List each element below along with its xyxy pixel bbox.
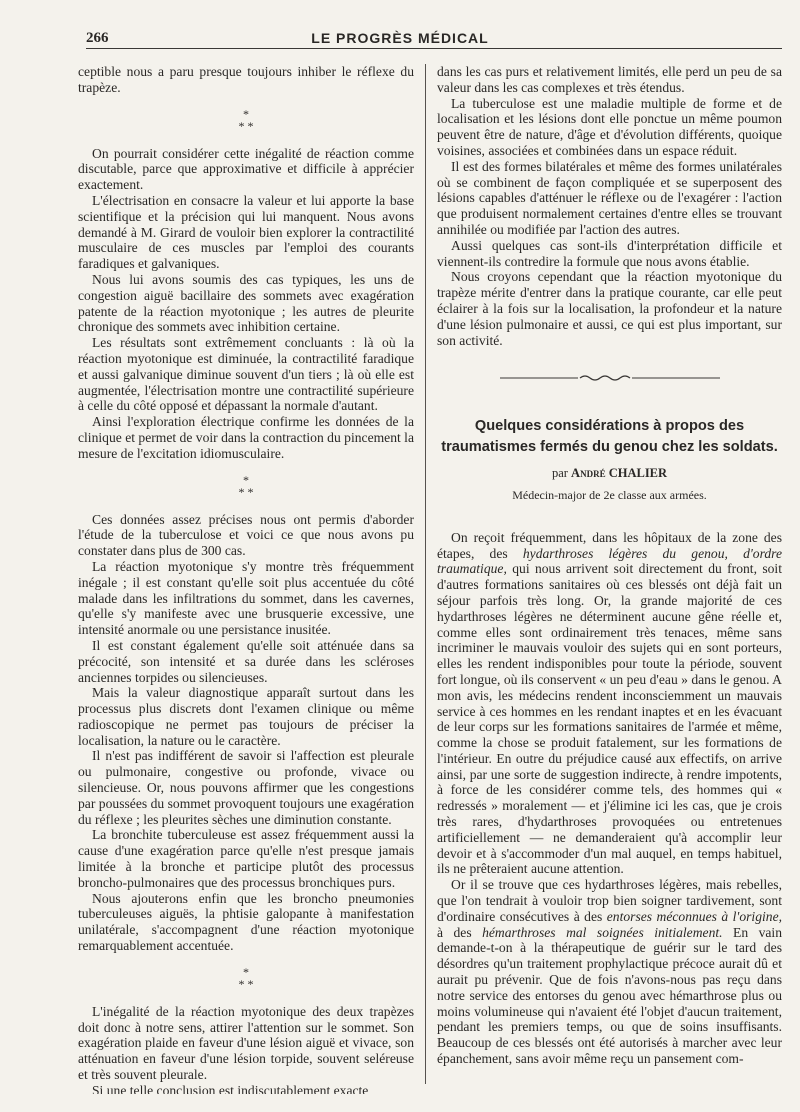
section-ornament <box>437 370 782 386</box>
italic-phrase: hydarthroses légères du genou, d'ordre traumatique, <box>437 545 782 577</box>
article-title: Quelques considérations à propos des traumatismes fermés du genou chez les soldats. <box>441 418 778 456</box>
author-name: André CHALIER <box>571 466 668 481</box>
paragraph: Mais la valeur diagnostique apparaît surtout dans les processus plus discrets dont l'examen clinique ou même radioscopique ne permet pas toujours de préciser la localisation, la nature ou le caractère. <box>78 685 414 748</box>
paragraph: Or il se trouve que ces hydarthroses légères, mais rebelles, que l'on tendrait à vouloir trop bien soigner tardivement, sont d'ordinaire consécutives à des entorses méconnues à l'origine, à des hémarthroses mal soignées initialement. En vain demande-t-on à la thérapeutique de guérir sur le tard des désordres qu'un traitement prophylactique précoce aurait dû et aurait pu prévenir. Que de fois n'avons-nous pas reçu dans notre service des entorses du genou avec hémarthrose plus ou moins volumineuse qui n'avaient été l'objet d'aucun traitement, pendant les premiers temps, ou que de soins insuffisants. Beaucoup de ces blessés ont été autorisés à marcher avec leur épanchement, sans avoir même reçu un pansement com- <box>437 877 782 1067</box>
header-rule <box>86 48 782 49</box>
byline <box>437 466 782 482</box>
paragraph: La réaction myotonique s'y montre très fréquemment inégale ; il est constant qu'elle soit plus accentuée du côté malade dans les infiltrations du sommet, dans les cavernes, qu'elle s'y manifeste avec une brusquerie excessive, une intensité anormale ou une persistance inusitée. <box>78 558 414 638</box>
right-column <box>437 64 782 1094</box>
byline-prefix: par <box>551 466 568 481</box>
paragraph: Ainsi l'exploration électrique confirme les données de la clinique et permet de voir dans la contraction du pincement la mesure de l'excitation idiomusculaire. <box>78 414 414 461</box>
paragraph: L'électrisation en consacre la valeur et lui apporte la base scientifique et la précision qui lui manquent. Nous avons demandé à M. Girard de vouloir bien explorer la contractilité musculaire de ces muscles par l'emploi des courants faradiques et galvaniques. <box>78 192 414 272</box>
paragraph: Il n'est pas indifférent de savoir si l'affection est pleurale ou pulmonaire, congestive ou profonde, vivace ou silencieuse. Or, nous pouvons affirmer que les congestions par poussées du sommet provoquent toujours une exagération du réflexe ; les pleurites sèches une diminution constante. <box>78 748 414 827</box>
page-number: 266 <box>86 30 109 46</box>
paragraph: Ces données assez précises nous ont permis d'aborder l'étude de la tuberculose et voici ce que nous avons pu constater dans plus de 300 cas. <box>78 511 414 559</box>
paragraph: Aussi quelques cas sont-ils d'interprétation difficile et viennent-ils contredire la formule que nous avons établie. <box>437 237 782 269</box>
paragraph: La bronchite tuberculeuse est assez fréquemment aussi la cause d'une exagération parce qu'elle n'est presque jamais limitée à la bronche et participe plutôt des processus broncho-pulmonaires que des processus bronchiques purs. <box>78 827 414 890</box>
asterism-divider: * * * <box>238 472 254 499</box>
paragraph: ceptible nous a paru presque toujours inhiber le réflexe du trapèze. <box>78 64 414 95</box>
paragraph: Il est constant également qu'elle soit atténuée dans sa précocité, son intensité et sa durée dans les scléroses anciennes torpides ou silencieuses. <box>78 637 414 685</box>
flourish-rule-icon <box>500 374 720 382</box>
author-affiliation: Médecin-major de 2e classe aux armées. <box>512 487 707 502</box>
paragraph: La tuberculose est une maladie multiple de forme et de localisation et les lésions dont elle ponctue un même poumon peuvent être de nature, d'âge et d'évolution différents, quoique voisines, associées et combinées dans un espace réduit. <box>437 95 782 158</box>
paragraph: Il est des formes bilatérales et même des formes unilatérales où se combinent de façon compliquée et se superposent des lésions capables d'atténuer le réflexe ou de l'exagérer : l'action que produisent normalement certaines d'entre elles se trouvant annihilée ou modifiée par l'action des autres. <box>437 158 782 237</box>
running-title: LE PROGRÈS MÉDICAL <box>311 30 489 46</box>
paragraph: Nous ajouterons enfin que les broncho pneumonies tuberculeuses aiguës, la phtisie galopante à manifestation unilatérale, s'accompagnent d'une réaction myotonique remarquablement accentuée. <box>78 890 414 954</box>
italic-phrase: hémarthroses mal soignées initialement. <box>482 924 723 940</box>
paragraph: On reçoit fréquemment, dans les hôpitaux de la zone des étapes, des hydarthroses légères du genou, d'ordre traumatique, qui nous arrivent soit directement du front, soit d'autres formations sanitaires où ces blessés ont déjà fait un séjour parfois très long. Or, la grande majorité de ces hydarthroses légères ne déterminent aucune gêne réelle et, comme elles sont ordinairement très tenaces, même sans incriminer le mauvais vouloir des sujets qui en sont porteurs, elles les rendent indisponibles pour toute la période, souvent fort longue, où ils conservent « un peu d'eau » dans le genou. A mon avis, les médecins rendent inconsciemment un mauvais service à ces hommes en les rendant inaptes et en les évacuant de leur corps sur les formations sanitaires de l'armée et même, comme la chose se produit fatalement, sur les formations de l'intérieur. En outre du préjudice causé aux effectifs, on arrive ainsi, par une sorte de suggestion indirecte, à rendre impotents, à force de les considérer comme tels, des hommes qui « redressés » moralement — et j'élimine ici les cas, que je crois très rares, d'hydarthroses provoquées ou entretenues artificiellement — ne demanderaient qu'à accomplir leur devoir et à s'accommoder d'un mal auquel, en temps habituel, ils ne prêteraient aucune attention. <box>437 529 782 877</box>
paragraph: On pourrait considérer cette inégalité de réaction comme discutable, parce que approximative et difficile à apprécier exactement. <box>78 145 414 193</box>
paragraph: Les résultats sont extrêmement concluants : là où la réaction myotonique est diminuée, la contractilité faradique et aussi galvanique diminue souvent d'un tiers ; là où elle est augmentée, l'électrisation montre une contractilité supérieure à celle du côté opposé et dépassant la normale d'autant. <box>78 335 414 414</box>
paragraph: dans les cas purs et relativement limités, elle perd un peu de sa valeur dans les cas complexes et très étendus. <box>437 64 782 95</box>
page-header <box>0 22 800 48</box>
asterism-divider: * * * <box>238 964 254 991</box>
paragraph: Si une telle conclusion est indiscutablement exacte <box>92 1082 369 1094</box>
paragraph: L'inégalité de la réaction myotonique des deux trapèzes doit donc à notre sens, attirer l'attention sur le sommet. Son exagération plaide en faveur d'une lésion aiguë et vivace, son atténuation en faveur d'une lésion torpide, souvent seléreuse et très souvent pleurale. <box>78 1003 414 1083</box>
paragraph: Nous lui avons soumis des cas typiques, les uns de congestion aiguë bacillaire des sommets avec exagération patente de la réaction myotonique ; les autres de pleurite chronique des sommets avec inhibition certaine. <box>78 271 414 335</box>
italic-phrase: entorses méconnues à l'origine, <box>606 908 782 924</box>
asterism-stars: * * <box>238 976 254 991</box>
column-divider <box>425 64 426 1084</box>
left-column <box>78 64 414 1094</box>
asterism-stars: * * <box>238 118 254 133</box>
paragraph: Nous croyons cependant que la réaction myotonique du trapèze mérite d'entrer dans la pratique courante, car elle peut éclairer à la fois sur la localisation, la profondeur et la nature d'une lésion pulmonaire et aussi, ce qui est plus important, sur son activité. <box>437 269 782 348</box>
asterism-stars: * * <box>238 484 254 499</box>
asterism-divider: * * * <box>238 106 254 133</box>
